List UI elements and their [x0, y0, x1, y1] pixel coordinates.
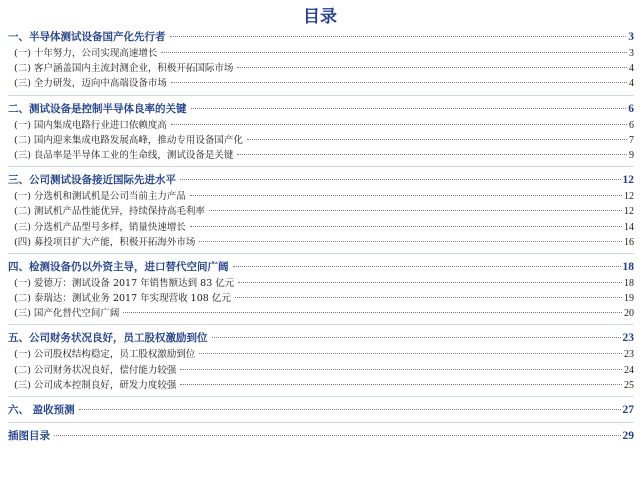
toc-item[interactable]: [8, 362, 634, 377]
toc-section-page-number: 27: [622, 404, 634, 416]
toc-section[interactable]: [8, 259, 634, 275]
toc-item-label: (三) 分选机产品型号多样，销量快速增长: [14, 221, 186, 233]
toc-item[interactable]: [8, 346, 634, 361]
dot-leader: [79, 409, 621, 410]
toc-section-label: 二、测试设备是控制半导体良率的关键: [8, 102, 187, 115]
dot-leader: [180, 179, 621, 180]
dot-leader: [212, 337, 621, 338]
toc-item-label: (二) 测试机产品性能优异，持续保持高毛利率: [14, 206, 205, 218]
toc-item-label: (二) 客户涵盖国内主流封测企业，积极开拓国际市场: [14, 63, 234, 75]
toc-section-page-number: 18: [622, 260, 634, 273]
toc-item-label: (四) 募投项目扩大产能，积极开拓海外市场: [14, 236, 196, 248]
dot-leader: [123, 312, 622, 313]
section-divider: [8, 253, 634, 254]
toc-section-page-number: 29: [622, 430, 634, 442]
toc-item[interactable]: [8, 188, 634, 203]
toc-item-label: (一) 爱德万：测试设备 2017 年销售额达到 83 亿元: [14, 277, 235, 289]
section-divider: [8, 422, 634, 423]
toc-section-label: 一、半导体测试设备国产化先行者: [8, 31, 166, 43]
toc-item[interactable]: [8, 290, 634, 305]
toc-section-page-number: 23: [622, 332, 634, 345]
table-of-contents: [8, 29, 634, 444]
toc-section[interactable]: [8, 172, 634, 188]
toc-item-label: (三) 国产化替代空间广阔: [14, 308, 120, 320]
toc-item[interactable]: [8, 234, 634, 249]
dot-leader: [209, 210, 622, 211]
toc-item-label: (三) 良品率是半导体工业的生命线，测试设备是关键: [14, 149, 234, 161]
dot-leader: [199, 241, 622, 242]
toc-item-label: (二) 公司财务状况良好，偿付能力较强: [14, 364, 177, 376]
dot-leader: [171, 124, 627, 125]
toc-item-page-number: 12: [624, 206, 634, 218]
toc-item[interactable]: [8, 203, 634, 218]
toc-section-page-number: 3: [628, 31, 634, 43]
dot-leader: [235, 297, 622, 298]
section-divider: [8, 396, 634, 397]
toc-section[interactable]: [8, 330, 634, 346]
dot-leader: [180, 384, 622, 385]
dot-leader: [199, 353, 622, 354]
page-title: 目录: [303, 7, 337, 27]
toc-item-page-number: 23: [624, 349, 634, 361]
toc-item[interactable]: [8, 305, 634, 320]
toc-section-label: 四、检测设备仍以外资主导，进口替代空间广阔: [8, 260, 229, 273]
toc-item-label: (二) 泰瑞达：测试业务 2017 年实现营收 108 亿元: [14, 293, 231, 305]
toc-item-page-number: 24: [624, 364, 634, 376]
toc-section[interactable]: [8, 29, 634, 45]
dot-leader: [237, 154, 627, 155]
toc-item-page-number: 20: [624, 308, 634, 320]
toc-item[interactable]: [8, 45, 634, 60]
toc-item-page-number: 7: [629, 134, 634, 146]
toc-item-label: (二) 国内迎来集成电路发展高峰，推动专用设备国产化: [14, 134, 243, 146]
section-divider: [8, 95, 634, 96]
toc-item-page-number: 19: [624, 293, 634, 305]
toc-item-page-number: 4: [629, 63, 634, 75]
toc-item-label: (一) 十年努力，公司实现高速增长: [14, 48, 158, 59]
toc-item[interactable]: [8, 147, 634, 162]
dot-leader: [161, 52, 627, 53]
toc-item-label: (三) 全力研发，迈向中高端设备市场: [14, 78, 167, 90]
toc-item-label: (一) 国内集成电路行业进口依赖度高: [14, 119, 167, 131]
toc-section-label: 三、公司测试设备接近国际先进水平: [8, 174, 176, 187]
dot-leader: [171, 82, 627, 83]
toc-item-page-number: 16: [624, 236, 634, 248]
toc-item[interactable]: [8, 377, 634, 392]
toc-item-page-number: 9: [629, 149, 634, 161]
toc-item-page-number: 3: [629, 48, 634, 59]
dot-leader: [238, 282, 622, 283]
toc-section-label: 六、 盈收预测: [8, 404, 75, 416]
toc-item-page-number: 4: [629, 78, 634, 90]
toc-item[interactable]: [8, 75, 634, 90]
dot-leader: [180, 369, 622, 370]
toc-item[interactable]: [8, 60, 634, 75]
toc-item-label: (一) 分选机和测试机是公司当前主力产品: [14, 191, 186, 203]
dot-leader: [190, 195, 622, 196]
toc-section[interactable]: [8, 428, 634, 444]
toc-item[interactable]: [8, 117, 634, 132]
toc-item-label: (三) 公司成本控制良好，研发力度较强: [14, 379, 177, 391]
section-divider: [8, 324, 634, 325]
toc-item-page-number: 12: [624, 191, 634, 203]
dot-leader: [191, 108, 627, 109]
section-divider: [8, 166, 634, 167]
toc-item[interactable]: [8, 132, 634, 147]
dot-leader: [237, 67, 627, 68]
toc-section-label: 五、公司财务状况良好，员工股权激励到位: [8, 332, 208, 345]
toc-item-page-number: 14: [624, 221, 634, 233]
toc-item-page-number: 18: [624, 277, 634, 289]
toc-section[interactable]: [8, 101, 634, 117]
dot-leader: [170, 36, 627, 37]
toc-item[interactable]: [8, 219, 634, 234]
toc-item-page-number: 25: [624, 379, 634, 391]
dot-leader: [247, 139, 627, 140]
toc-item[interactable]: [8, 275, 634, 290]
dot-leader: [54, 435, 621, 436]
toc-section-label: 插图目录: [8, 430, 50, 442]
toc-item-label: (一) 公司股权结构稳定，员工股权激励到位: [14, 349, 196, 361]
toc-section[interactable]: [8, 402, 634, 418]
toc-section-page-number: 12: [622, 174, 634, 187]
toc-section-page-number: 6: [628, 102, 634, 115]
dot-leader: [190, 226, 622, 227]
toc-item-page-number: 6: [629, 119, 634, 131]
dot-leader: [233, 266, 621, 267]
